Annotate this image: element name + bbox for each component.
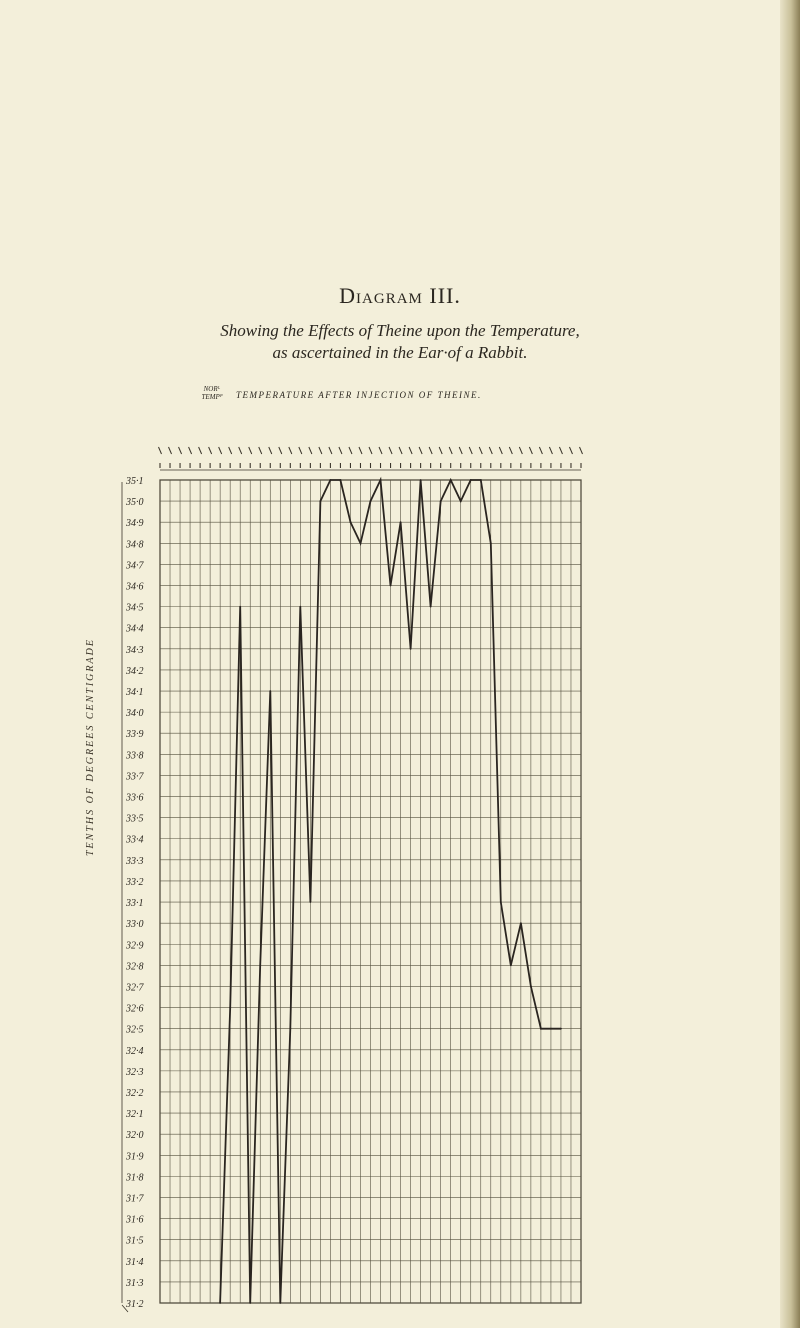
y-tick-label: 32·1 (126, 1109, 144, 1121)
data-point (560, 1028, 562, 1030)
x-time-mark (559, 447, 562, 454)
x-time-mark (259, 447, 262, 454)
data-point (259, 964, 261, 966)
vertical-gridlines (160, 480, 581, 1303)
data-point (380, 479, 382, 481)
y-tick-label: 32·9 (126, 940, 144, 952)
y-tick-label: 34·5 (126, 602, 144, 614)
data-point (309, 901, 311, 903)
y-tick-label: 31·9 (126, 1151, 144, 1163)
y-tick-label: 35·1 (126, 476, 144, 487)
y-tick-label: 31·5 (126, 1235, 144, 1247)
y-tick-label: 34·8 (126, 539, 144, 551)
x-time-mark (529, 447, 532, 454)
x-time-mark (569, 447, 572, 454)
y-tick-label: 33·1 (126, 898, 144, 910)
y-tick-label: 32·8 (126, 961, 144, 973)
x-time-mark (459, 447, 462, 454)
x-time-mark (219, 447, 222, 454)
x-time-mark (169, 447, 172, 454)
y-tick-label: 34·9 (126, 518, 144, 530)
x-time-mark (349, 447, 352, 454)
y-axis-label: TENTHS OF DEGREES CENTIGRADE (85, 638, 96, 856)
y-tick-label: 31·7 (126, 1193, 144, 1205)
y-tick-label: 31·4 (126, 1256, 144, 1268)
y-tick-label: 33·0 (126, 919, 144, 931)
data-point (420, 479, 422, 481)
data-point (430, 606, 432, 608)
data-point (520, 922, 522, 924)
x-time-mark (229, 447, 232, 454)
data-point (319, 500, 321, 502)
y-tick-label: 34·4 (126, 623, 144, 635)
x-time-mark (509, 447, 512, 454)
x-time-mark (429, 447, 432, 454)
x-time-mark (159, 447, 162, 454)
x-time-mark (489, 447, 492, 454)
data-point (229, 1007, 231, 1009)
y-tick-label: 34·3 (126, 644, 144, 656)
x-time-mark (249, 447, 252, 454)
x-time-mark (499, 447, 502, 454)
x-time-mark (289, 447, 292, 454)
x-time-mark (449, 447, 452, 454)
x-time-mark (319, 447, 322, 454)
data-point (490, 542, 492, 544)
data-point (470, 479, 472, 481)
y-tick-label: 33·3 (126, 855, 144, 867)
x-time-mark (399, 447, 402, 454)
x-time-mark (439, 447, 442, 454)
data-point (360, 542, 362, 544)
x-time-mark (359, 447, 362, 454)
x-time-mark (239, 447, 242, 454)
data-point (450, 479, 452, 481)
x-time-mark (409, 447, 412, 454)
x-time-mark (189, 447, 192, 454)
data-point (540, 1028, 542, 1030)
x-time-mark (389, 447, 392, 454)
y-tick-label: 31·8 (126, 1172, 144, 1184)
x-time-mark (199, 447, 202, 454)
data-point (480, 479, 482, 481)
data-point (249, 1302, 251, 1304)
x-time-mark (269, 447, 272, 454)
x-time-mark (549, 447, 552, 454)
y-tick-label: 34·2 (126, 665, 144, 677)
data-point (390, 585, 392, 587)
data-point (500, 901, 502, 903)
data-point (440, 500, 442, 502)
chart-title: TEMPERATURE AFTER INJECTION OF THEINE. (236, 390, 482, 400)
data-point (340, 479, 342, 481)
subtitle-line-1: Showing the Effects of Theine upon the Temperature, (220, 321, 580, 340)
data-point (400, 521, 402, 523)
y-tick-label: 32·4 (126, 1045, 144, 1057)
data-point (299, 606, 301, 608)
data-point (330, 479, 332, 481)
diagram-title: Diagram III. (339, 283, 461, 308)
y-tick-label: 33·6 (126, 792, 144, 804)
data-point (289, 1028, 291, 1030)
y-tick-label: 32·0 (126, 1130, 144, 1142)
x-time-mark (479, 447, 482, 454)
data-point (279, 1302, 281, 1304)
x-time-mark (519, 447, 522, 454)
x-time-mark (379, 447, 382, 454)
y-tick-label: 34·6 (126, 581, 144, 593)
x-time-mark (299, 447, 302, 454)
y-tick-label: 31·6 (126, 1214, 144, 1226)
data-point (410, 648, 412, 650)
x-time-mark (209, 447, 212, 454)
y-tick-label: 32·7 (126, 982, 144, 994)
data-point (350, 521, 352, 523)
x-time-mark (309, 447, 312, 454)
x-time-mark (580, 447, 583, 454)
x-time-mark (539, 447, 542, 454)
y-tick-label: 33·2 (126, 876, 144, 888)
y-tick-label: 35·0 (126, 497, 144, 509)
x-time-mark (279, 447, 282, 454)
y-tick-label: 32·6 (126, 1003, 144, 1015)
chart-frame (122, 470, 581, 1312)
y-tick-label: 33·9 (126, 729, 144, 741)
y-tick-label: 34·0 (126, 708, 144, 720)
subtitle-line-2: as ascertained in the Ear·of a Rabbit. (272, 343, 528, 362)
x-time-mark (329, 447, 332, 454)
data-point (460, 500, 462, 502)
y-tick-label: 33·8 (126, 750, 144, 762)
data-point (510, 964, 512, 966)
data-point (370, 500, 372, 502)
x-time-mark (339, 447, 342, 454)
y-tick-label: 33·4 (126, 834, 144, 846)
data-point (530, 986, 532, 988)
y-tick-label: 34·1 (126, 687, 144, 699)
y-tick-label: 31·3 (126, 1277, 144, 1289)
y-tick-label: 33·7 (126, 771, 144, 783)
data-point (550, 1028, 552, 1030)
x-time-mark (419, 447, 422, 454)
x-tick-marks (159, 447, 583, 468)
x-time-mark (369, 447, 372, 454)
x-time-mark (469, 447, 472, 454)
y-tick-label: 33·5 (126, 813, 144, 825)
y-tick-label: 32·2 (126, 1087, 144, 1099)
y-tick-label: 31·2 (126, 1299, 144, 1310)
y-tick-label: 34·7 (126, 560, 144, 572)
normal-temperature-label: NORᴸ TEMPᴾ (201, 385, 223, 401)
data-point (269, 690, 271, 692)
x-time-mark (179, 447, 182, 454)
y-tick-labels (125, 476, 145, 1310)
y-tick-label: 32·3 (126, 1066, 144, 1078)
y-tick-label: 32·5 (126, 1024, 144, 1036)
data-point (219, 1302, 221, 1304)
data-point (239, 606, 241, 608)
